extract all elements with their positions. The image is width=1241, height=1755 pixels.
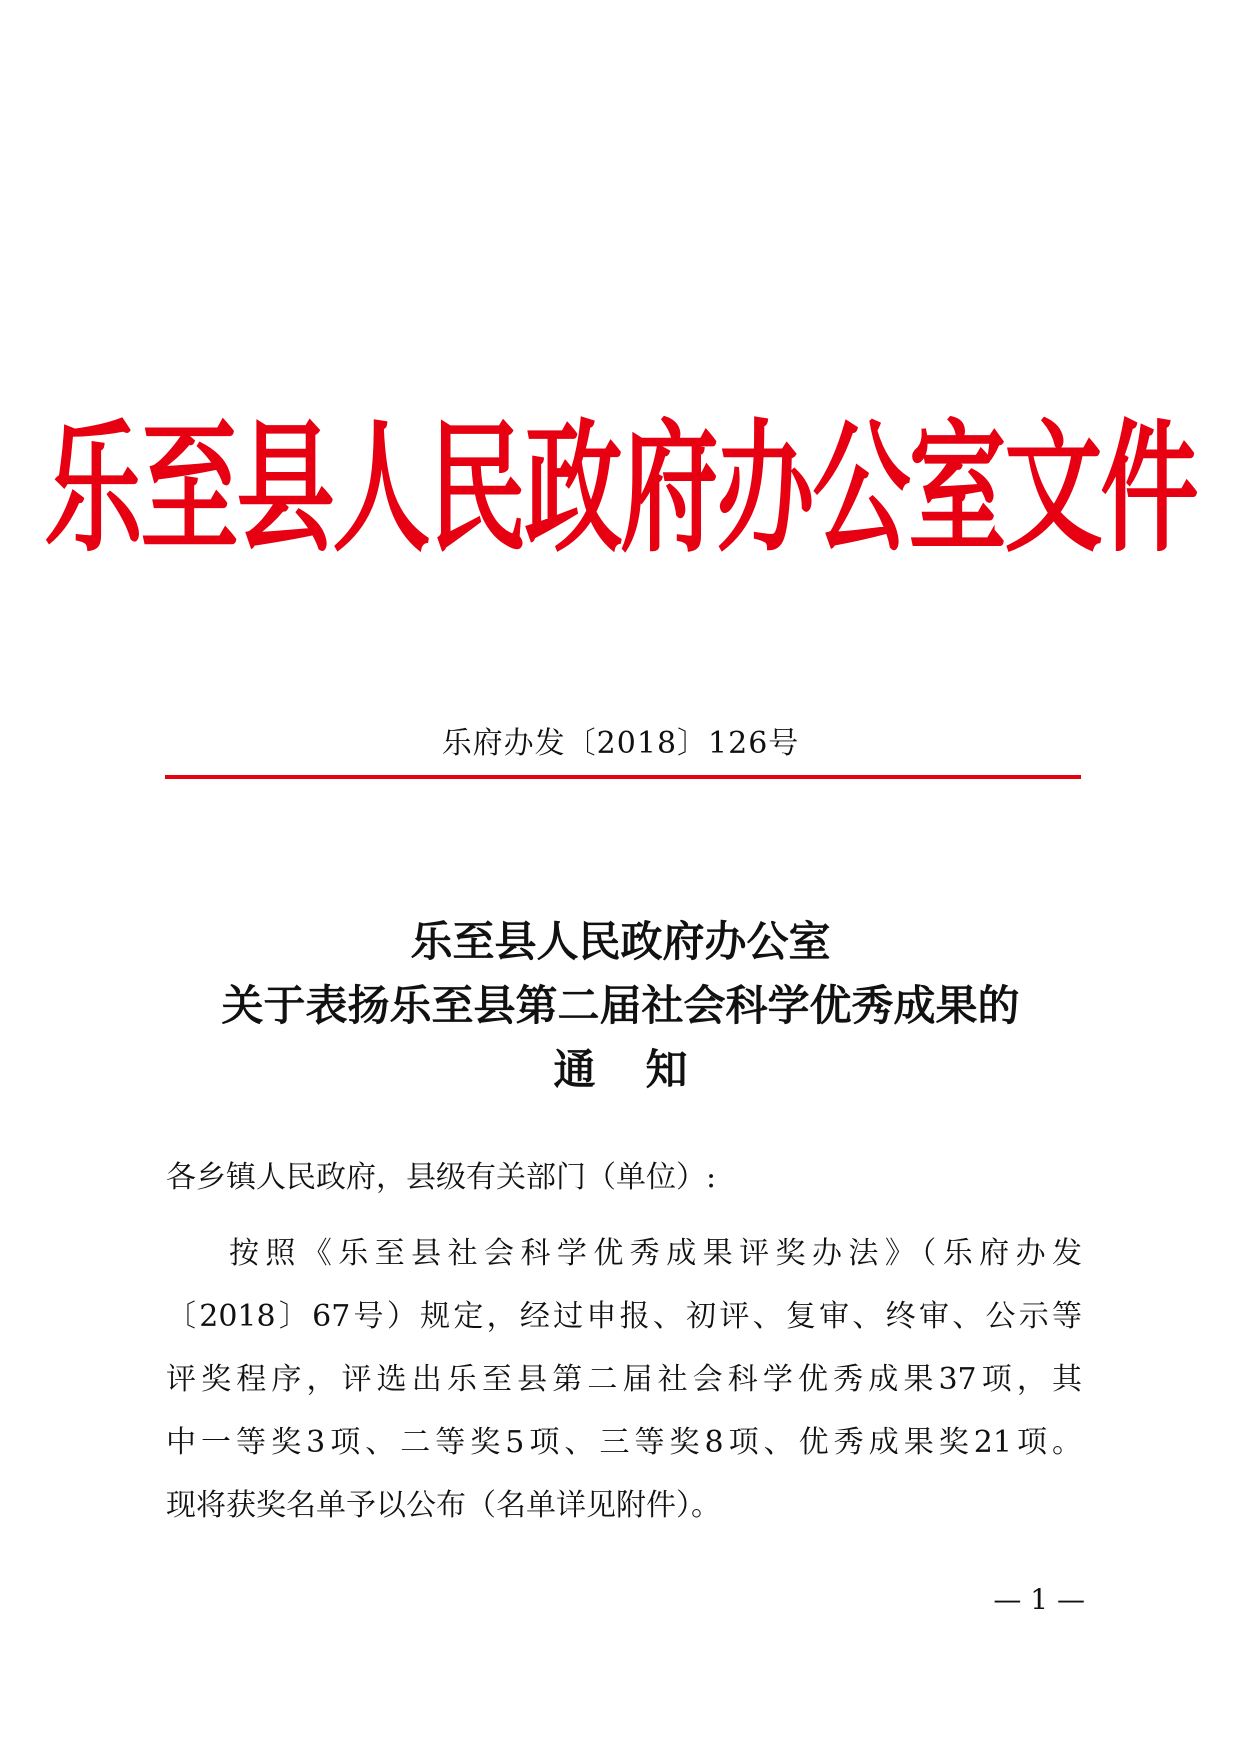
body-line: 评奖程序，评选出乐至县第二届社会科学优秀成果37项，其: [166, 1362, 1082, 1397]
title-line-3: 通知: [553, 1045, 738, 1094]
notice-title: [0, 910, 1241, 1102]
body-line: 按照《乐至县社会科学优秀成果评奖办法》（乐府办发: [229, 1236, 1082, 1271]
title-line-1: 乐至县人民政府办公室: [410, 917, 831, 966]
body-paragraph: [166, 1222, 1082, 1537]
red-divider-line: [165, 775, 1081, 779]
body-line: 〔2018〕67号）规定，经过申报、初评、复审、终审、公示等: [166, 1299, 1082, 1334]
body-line: 现将获奖名单予以公布（名单详见附件）。: [166, 1488, 721, 1523]
page-number: — 1 —: [993, 1583, 1085, 1616]
body-line: 中一等奖3项、二等奖5项、三等奖8项、优秀成果奖21项。: [166, 1425, 1082, 1460]
title-line-2: 关于表扬乐至县第二届社会科学优秀成果的: [221, 981, 1020, 1030]
document-masthead: 乐至县人民政府办公室文件: [44, 407, 1197, 573]
document-number: 乐府办发〔2018〕126号: [441, 726, 800, 761]
salutation: 各乡镇人民政府，县级有关部门（单位）:: [166, 1160, 717, 1195]
